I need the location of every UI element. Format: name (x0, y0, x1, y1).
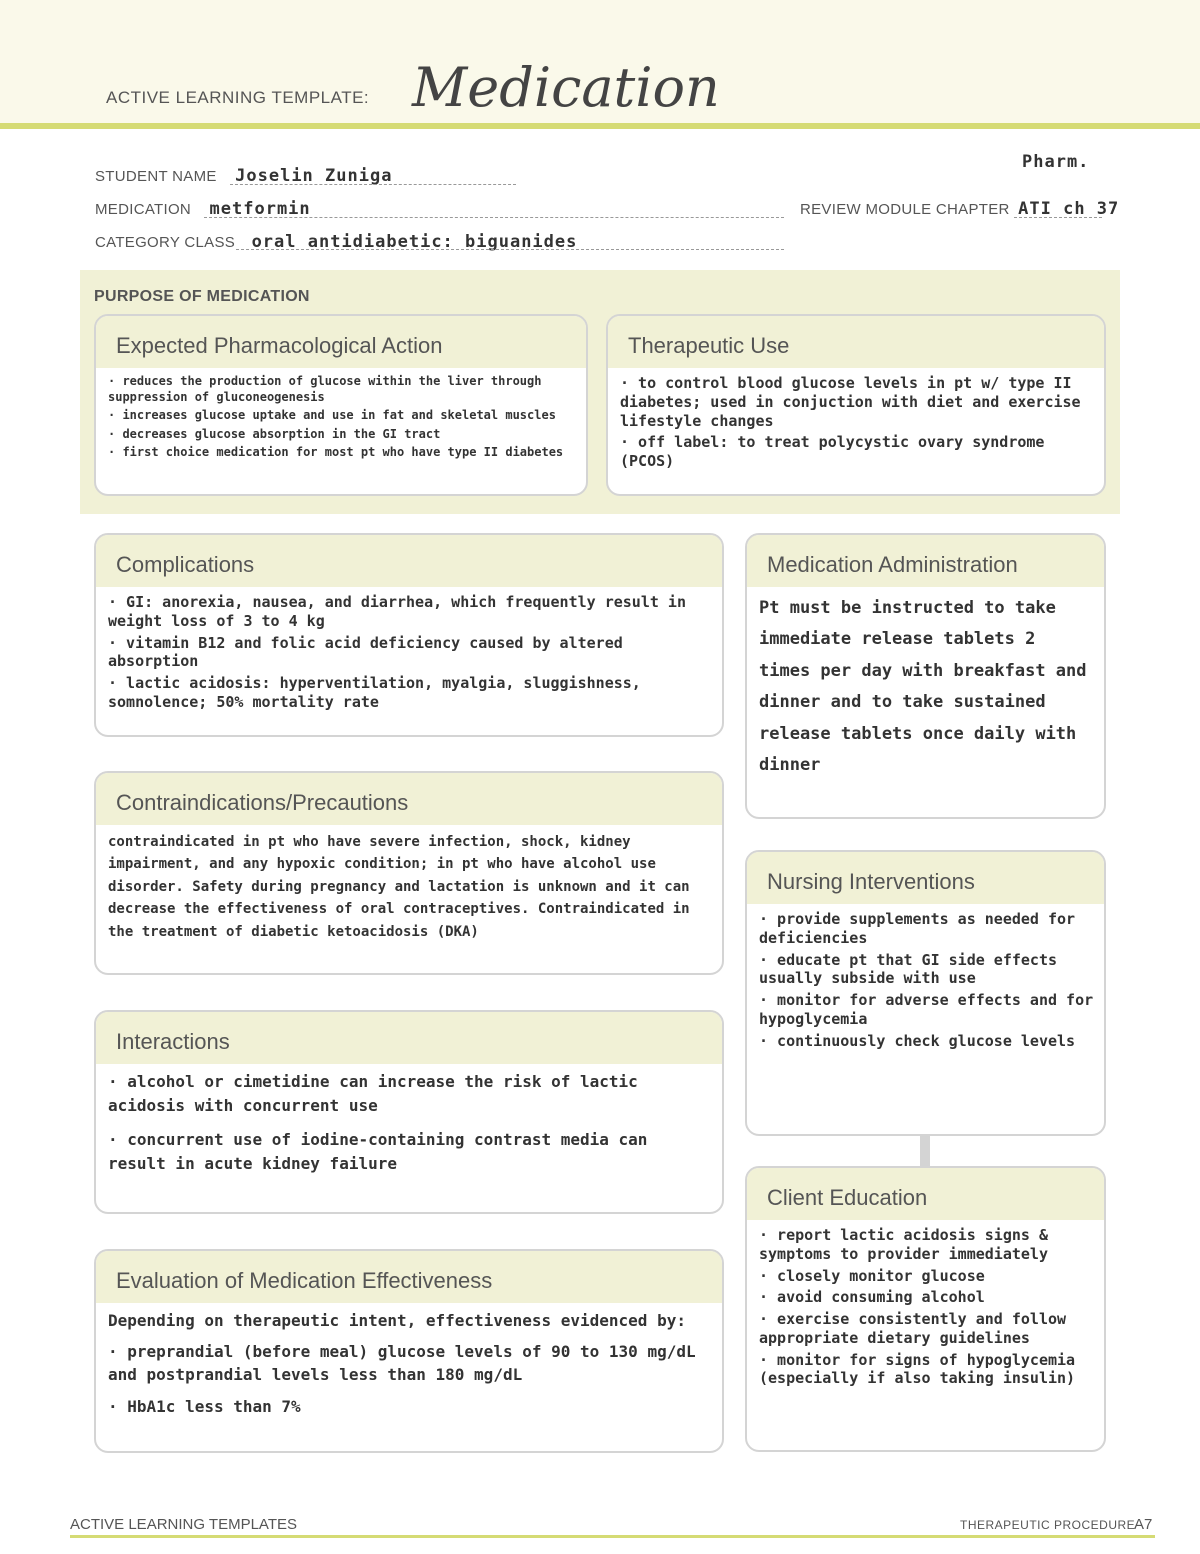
client-education-box (745, 1166, 1106, 1452)
complications-item: · vitamin B12 and folic acid deficiency caused by altered absorption (108, 633, 623, 671)
student-name-underline (230, 184, 516, 185)
review-chapter-underline (1014, 217, 1102, 218)
complications-item: · GI: anorexia, nausea, and diarrhea, which frequently result in weight loss of 3 to 4 kg (108, 593, 686, 630)
expected-action-item: · increases glucose uptake and use in fat and skeletal muscles (108, 408, 556, 423)
purpose-heading: PURPOSE OF MEDICATION (94, 288, 310, 305)
interactions-item: · alcohol or cimetidine can increase the risk of lactic acidosis with concurrent use (108, 1072, 638, 1115)
interactions-title: Interactions (116, 1029, 230, 1054)
client-education-body (747, 1220, 1104, 1388)
evaluation-box (94, 1249, 724, 1453)
complications-header (96, 535, 722, 587)
therapeutic-use-item: · to control blood glucose levels in pt w/ type II diabetes; used in conjuction with diet and exercise lifestyle changes (620, 374, 1081, 430)
administration-item: Pt must be instructed to take immediate release tablets 2 times per day with breakfast and dinner and to take sustained release tablets once daily with dinner (759, 598, 1087, 776)
expected-action-item: · first choice medication for most pt who have type II diabetes (108, 445, 564, 460)
expected-action-item: · reduces the production of glucose within the liver through suppression of gluconeogenesis (108, 374, 542, 404)
subject-note (1022, 152, 1089, 172)
complications-box (94, 533, 724, 737)
therapeutic-use-item: · off label: to treat polycystic ovary syndrome (PCOS) (620, 433, 1045, 470)
review-chapter-label: REVIEW MODULE CHAPTER (800, 201, 1010, 218)
administration-header (747, 535, 1104, 587)
expected-action-body (96, 368, 586, 461)
evaluation-item: Depending on therapeutic intent, effectiveness evidenced by: (108, 1311, 686, 1330)
nursing-interventions-item: · continuously check glucose levels (759, 1031, 1076, 1050)
page-number: A7 (1134, 1516, 1153, 1533)
footer-rule (70, 1535, 1155, 1538)
medication-value: metformin (209, 199, 311, 219)
student-name-value: Joselin Zuniga (235, 166, 393, 186)
evaluation-title: Evaluation of Medication Effectiveness (116, 1268, 493, 1293)
student-name-label: STUDENT NAME (95, 168, 217, 185)
therapeutic-use-title: Therapeutic Use (628, 333, 790, 358)
interactions-header (96, 1012, 722, 1064)
client-education-header (747, 1168, 1104, 1220)
evaluation-item: · HbA1c less than 7% (108, 1396, 301, 1416)
nursing-interventions-item: · provide supplements as needed for deficiencies (759, 910, 1076, 947)
administration-box (745, 533, 1106, 819)
interactions-box (94, 1010, 724, 1214)
header-rule (0, 123, 1200, 129)
medication-field (95, 199, 311, 219)
page-title: Medication (412, 56, 720, 119)
client-education-item: · exercise consistently and follow appropriate dietary guidelines (759, 1310, 1067, 1347)
client-education-item: · closely monitor glucose (759, 1266, 985, 1285)
contraindications-header (96, 773, 722, 825)
expected-action-box (94, 314, 588, 496)
review-chapter-value: ATI ch 37 (1018, 199, 1120, 219)
therapeutic-use-box (606, 314, 1106, 496)
evaluation-body (96, 1303, 722, 1418)
template-label: ACTIVE LEARNING TEMPLATE: (106, 88, 370, 107)
review-chapter-field (800, 199, 1119, 219)
therapeutic-use-header (608, 316, 1104, 368)
footer-right-label: THERAPEUTIC PROCEDURE (960, 1518, 1136, 1532)
client-education-item: · avoid consuming alcohol (759, 1288, 985, 1307)
box-connector (920, 1134, 930, 1168)
administration-body (747, 587, 1104, 782)
expected-action-title: Expected Pharmacological Action (116, 333, 443, 358)
contraindications-box (94, 771, 724, 975)
expected-action-header (96, 316, 586, 368)
complications-body (96, 587, 722, 712)
medication-label: MEDICATION (95, 201, 192, 218)
subject-value: Pharm. (1022, 152, 1090, 172)
evaluation-item: · preprandial (before meal) glucose levels of 90 to 130 mg/dL and postprandial levels less than 180 mg/dL (108, 1342, 696, 1385)
evaluation-header (96, 1251, 722, 1303)
category-class-underline (236, 249, 784, 250)
student-name-field (95, 166, 392, 186)
contraindications-body (96, 825, 722, 943)
nursing-interventions-title: Nursing Interventions (767, 869, 975, 894)
contraindications-title: Contraindications/Precautions (116, 790, 409, 815)
client-education-item: · report lactic acidosis signs & symptoms to provider immediately (759, 1226, 1048, 1263)
nursing-interventions-header (747, 852, 1104, 904)
medication-underline (204, 217, 784, 218)
expected-action-item: · decreases glucose absorption in the GI tract (108, 426, 441, 441)
category-class-value: oral antidiabetic: biguanides (251, 232, 578, 252)
complications-item: · lactic acidosis: hyperventilation, myalgia, sluggishness, somnolence; 50% mortality rate (108, 674, 641, 711)
complications-title: Complications (116, 552, 255, 577)
interactions-body (96, 1064, 722, 1176)
client-education-title: Client Education (767, 1185, 928, 1210)
nursing-interventions-box (745, 850, 1106, 1136)
client-education-item: · monitor for signs of hypoglycemia (especially if also taking insulin) (759, 1350, 1076, 1388)
therapeutic-use-body (608, 368, 1104, 471)
nursing-interventions-item: · educate pt that GI side effects usually subside with use (759, 950, 1058, 988)
nursing-interventions-item: · monitor for adverse effects and for hypoglycemia (759, 991, 1094, 1028)
footer-left-label: ACTIVE LEARNING TEMPLATES (70, 1516, 297, 1533)
nursing-interventions-body (747, 904, 1104, 1050)
contraindications-item: contraindicated in pt who have severe infection, shock, kidney impairment, and any hypoxic condition; in pt who have alcohol use disorder. Safety during pregnancy and lactation is unknown and it can decrease the effectiveness of oral contraceptives. Contraindicated in the treatment of diabetic ketoacidosis (DKA) (108, 834, 690, 940)
administration-title: Medication Administration (767, 552, 1018, 577)
interactions-item: · concurrent use of iodine-containing contrast media can result in acute kidney failure (108, 1130, 648, 1173)
category-class-label: CATEGORY CLASS (95, 234, 236, 251)
